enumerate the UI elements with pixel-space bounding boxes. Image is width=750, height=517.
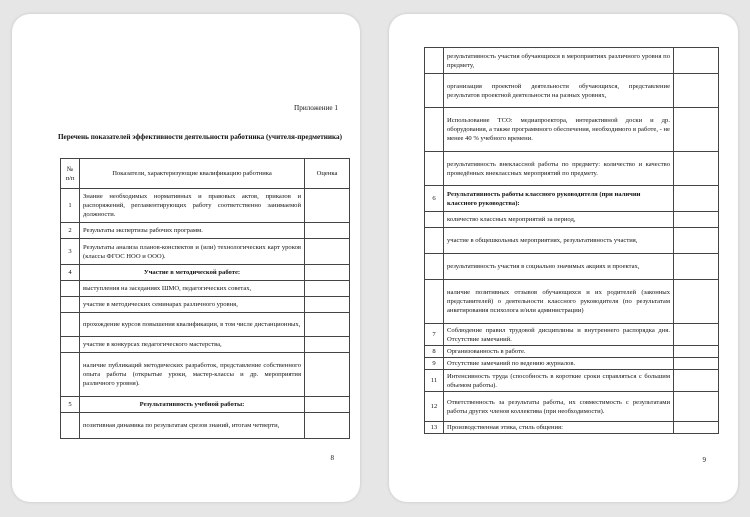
row-score — [674, 254, 719, 280]
row-num: 13 — [425, 422, 444, 434]
document-title: Перечень показателей эффективности деятельности работника (учителя-предметника) — [57, 133, 343, 141]
row-num — [425, 254, 444, 280]
table-row-section — [61, 265, 350, 281]
row-text: участие в методических семинарах различного уровня, — [80, 297, 305, 313]
row-text: прохождение курсов повышения квалификации, в том числе дистанционных, — [80, 313, 305, 337]
row-score — [674, 212, 719, 228]
row-score — [305, 297, 350, 313]
row-num — [425, 108, 444, 152]
row-score — [674, 228, 719, 254]
table-row — [61, 223, 350, 239]
indicators-table-left — [60, 158, 350, 439]
section-heading: Результативность учебной работы: — [80, 397, 305, 413]
row-score — [305, 337, 350, 353]
table-row — [425, 212, 719, 228]
table-row — [61, 353, 350, 397]
row-num — [425, 280, 444, 324]
table-row — [425, 324, 719, 346]
row-num — [425, 228, 444, 254]
row-score — [305, 265, 350, 281]
row-num: 9 — [425, 358, 444, 370]
header-num: № п/п — [61, 159, 80, 189]
table-row — [61, 189, 350, 223]
row-score — [305, 281, 350, 297]
row-text: Отсутствие замечаний по ведению журналов. — [444, 358, 674, 370]
row-num — [61, 413, 80, 439]
row-score — [674, 280, 719, 324]
row-text: Интенсивность труда (способность в короткие сроки справляться с большим объемом работы). — [444, 370, 674, 392]
table-row — [61, 313, 350, 337]
table-row — [425, 48, 719, 74]
table-row — [425, 254, 719, 280]
row-num — [61, 337, 80, 353]
row-text: позитивная динамика по результатам срезов знаний, итогам четверти, — [80, 413, 305, 439]
table-row — [425, 280, 719, 324]
row-num — [425, 74, 444, 108]
table-row — [61, 239, 350, 265]
row-num: 5 — [61, 397, 80, 413]
table-row — [425, 108, 719, 152]
row-text: участие в конкурсах педагогического мастерства, — [80, 337, 305, 353]
header-score: Оценка — [305, 159, 350, 189]
page-number: 8 — [330, 454, 334, 462]
table-row — [61, 281, 350, 297]
row-num: 3 — [61, 239, 80, 265]
table-row — [61, 413, 350, 439]
row-score — [674, 358, 719, 370]
row-text: Знание необходимых нормативных и правовых актов, приказов и распоряжений, регламентирующих работу соответственно занимаемой должности. — [80, 189, 305, 223]
table-row-section — [425, 186, 719, 212]
row-score — [305, 239, 350, 265]
row-num — [425, 212, 444, 228]
row-text: Производственная этика, стиль общения: — [444, 422, 674, 434]
row-text: наличие позитивных отзывов обучающихся и их родителей (законных представителей) о деятельности классного руководителя (по результатам анкетирования психолога и/или администрации) — [444, 280, 674, 324]
row-text: Ответственность за результаты работы, их совместимость с результатами работы других членов коллектива (при необходимости). — [444, 392, 674, 422]
table-row — [425, 422, 719, 434]
row-num: 8 — [425, 346, 444, 358]
row-num — [425, 48, 444, 74]
header-indicator: Показатели, характеризующие квалификацию работника — [80, 159, 305, 189]
row-num: 2 — [61, 223, 80, 239]
section-heading: Результативность работы классного руководителя (при наличии классного руководства): — [444, 186, 674, 212]
row-text: результативность участия в социально значимых акциях и проектах, — [444, 254, 674, 280]
row-score — [305, 413, 350, 439]
row-num — [425, 152, 444, 186]
left-page — [12, 14, 360, 502]
row-score — [305, 189, 350, 223]
row-num: 6 — [425, 186, 444, 212]
row-score — [305, 223, 350, 239]
row-num: 7 — [425, 324, 444, 346]
table-row — [425, 74, 719, 108]
row-score — [674, 108, 719, 152]
row-text: Соблюдение правил трудовой дисциплины и внутреннего распорядка дня. Отсутствие замечаний. — [444, 324, 674, 346]
indicators-table-right — [424, 47, 719, 434]
table-row — [61, 337, 350, 353]
row-text: Результаты анализа планов-конспектов и (или) технологических карт уроков (классы ФГОС НОО и ООО). — [80, 239, 305, 265]
row-text: наличие публикаций методических разработок, представление собственного опыта работы (открытые уроки, мастер-классы и др. мероприятия различного уровня). — [80, 353, 305, 397]
row-num — [61, 313, 80, 337]
row-score — [674, 346, 719, 358]
row-text: результативность внеклассной работы по предмету: количество и качество проведённых внеклассных мероприятий по предмету. — [444, 152, 674, 186]
row-num: 12 — [425, 392, 444, 422]
row-num — [61, 297, 80, 313]
table-row — [61, 297, 350, 313]
row-score — [674, 422, 719, 434]
row-num: 1 — [61, 189, 80, 223]
row-score — [674, 152, 719, 186]
row-num: 4 — [61, 265, 80, 281]
row-score — [674, 74, 719, 108]
row-text: количество классных мероприятий за период, — [444, 212, 674, 228]
table-row — [425, 392, 719, 422]
row-text: Результаты экспертизы рабочих программ. — [80, 223, 305, 239]
row-text: организация проектной деятельности обучающихся, представление результатов проектной деятельности на разных уровнях, — [444, 74, 674, 108]
row-text: участие в общешкольных мероприятиях, результативность участия, — [444, 228, 674, 254]
row-num — [61, 281, 80, 297]
table-row — [425, 358, 719, 370]
appendix-label: Приложение 1 — [294, 104, 338, 112]
table-header-row — [61, 159, 350, 189]
table-row — [425, 152, 719, 186]
row-score — [305, 313, 350, 337]
row-score — [674, 324, 719, 346]
row-text: выступления на заседаниях ШМО, педагогических советах, — [80, 281, 305, 297]
row-score — [674, 186, 719, 212]
row-score — [674, 392, 719, 422]
row-text: результативность участия обучающихся в мероприятиях различного уровня по предмету, — [444, 48, 674, 74]
section-heading: Участие в методической работе: — [80, 265, 305, 281]
row-text: Организованность в работе. — [444, 346, 674, 358]
row-score — [674, 48, 719, 74]
right-page — [389, 14, 738, 502]
table-row — [425, 370, 719, 392]
row-score — [305, 353, 350, 397]
table-row-section — [61, 397, 350, 413]
row-num: 11 — [425, 370, 444, 392]
row-num — [61, 353, 80, 397]
table-row — [425, 228, 719, 254]
page-number: 9 — [702, 456, 706, 464]
row-score — [674, 370, 719, 392]
row-text: Использование ТСО: медиапроектора, интерактивной доски и др. оборудования, а также программного обеспечения, необходимого в работе, - не менее 40 % учебного времени. — [444, 108, 674, 152]
table-row — [425, 346, 719, 358]
row-score — [305, 397, 350, 413]
